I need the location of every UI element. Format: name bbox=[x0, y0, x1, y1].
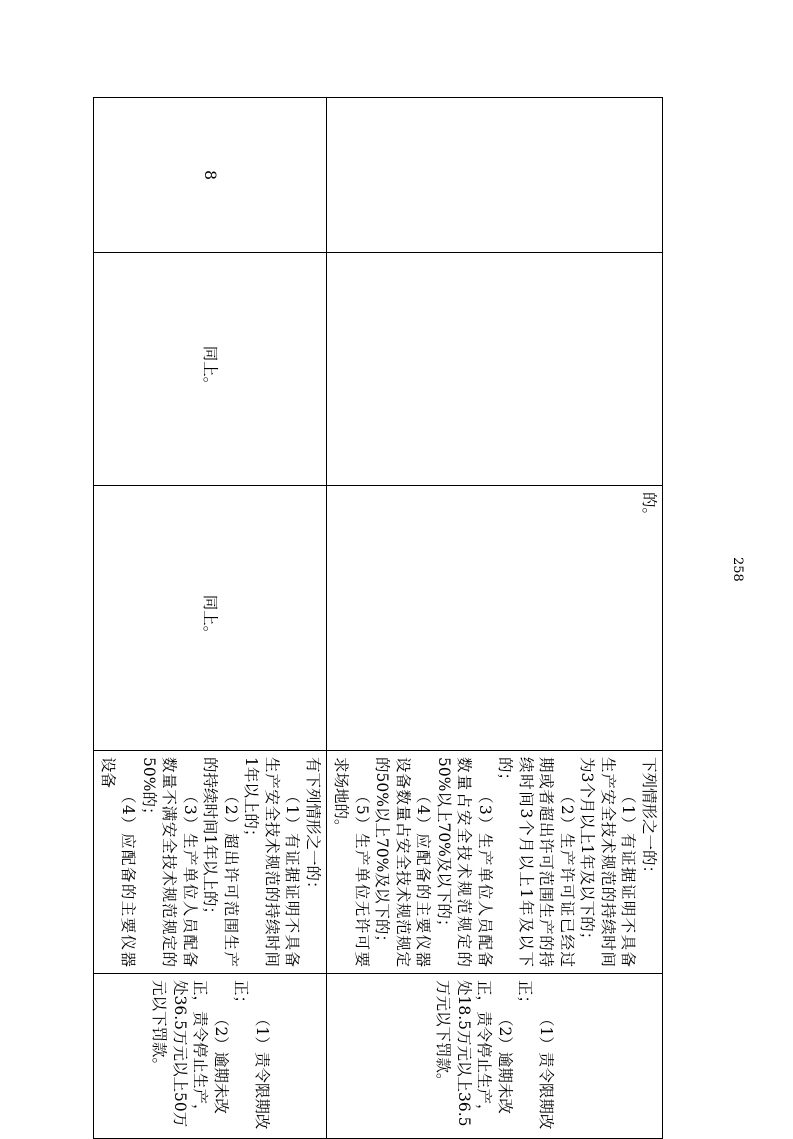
penalty-line: （1）责令限期改正； bbox=[516, 980, 555, 1130]
legal-basis-cell bbox=[327, 486, 663, 751]
circumstance-line: （2）超出许可范围生产的持续时间1年以上的； bbox=[201, 757, 240, 967]
circumstance-line: （1）有证据证明不具备生产安全技术规范的持续时间为3个月以上1年及以下的； bbox=[578, 757, 638, 967]
circumstance-line: （3）生产单位人员配备数量占安全技术规范规定的50%以上70%及以下的； bbox=[435, 757, 494, 967]
legal-basis-text: 的。 bbox=[640, 492, 658, 524]
table-row bbox=[94, 98, 327, 1139]
rotated-table-page bbox=[99, 97, 663, 1138]
circumstance-line: （3）生产单位人员配备数量不满安全技术规范规定的50%的； bbox=[140, 757, 199, 967]
circumstance-line: （1）有证据证明不具备生产安全技术规范的持续时间1年以上的； bbox=[242, 757, 302, 967]
circumstance-line: 有下列情形之一的： bbox=[304, 757, 322, 897]
penalty-cell bbox=[327, 974, 663, 1139]
penalty-line: （2）逾期未改正，责令停止生产，处18.5万元以上36.5万元以下罚款。 bbox=[434, 980, 514, 1127]
violation-behavior-cell bbox=[327, 253, 663, 486]
circumstance-line: （5）生产单位无许可要求场地的。 bbox=[332, 757, 371, 967]
penalty-cell bbox=[94, 974, 327, 1139]
row-number-cell: 8 bbox=[94, 98, 327, 253]
row-number-cell bbox=[327, 98, 663, 253]
legal-basis-cell: 同上。 bbox=[94, 486, 327, 751]
circumstance-line: （2）生产许可证已经过期或者超出许可范围生产的持续时间3个月以上1年及以下的； bbox=[496, 757, 576, 967]
circumstance-cell bbox=[94, 751, 327, 974]
penalty-line: （1）责令限期改正； bbox=[232, 980, 271, 1130]
circumstance-line: （4）应配备的主要仪器设备 bbox=[99, 757, 138, 967]
circumstance-cell bbox=[327, 751, 663, 974]
page-number: 258 bbox=[730, 557, 745, 582]
violation-behavior-cell: 同上。 bbox=[94, 253, 327, 486]
circumstance-line: （4）应配备的主要仪器设备数量占安全技术规范规定的50%以上70%及以下的； bbox=[373, 757, 433, 967]
table-row bbox=[327, 98, 663, 1139]
circumstance-line: 下列情形之一的： bbox=[640, 757, 658, 882]
penalty-line: （2）逾期未改正，责令停止生产，处36.5万元以上50万元以下罚款。 bbox=[150, 980, 230, 1128]
penalty-table bbox=[94, 97, 664, 1139]
